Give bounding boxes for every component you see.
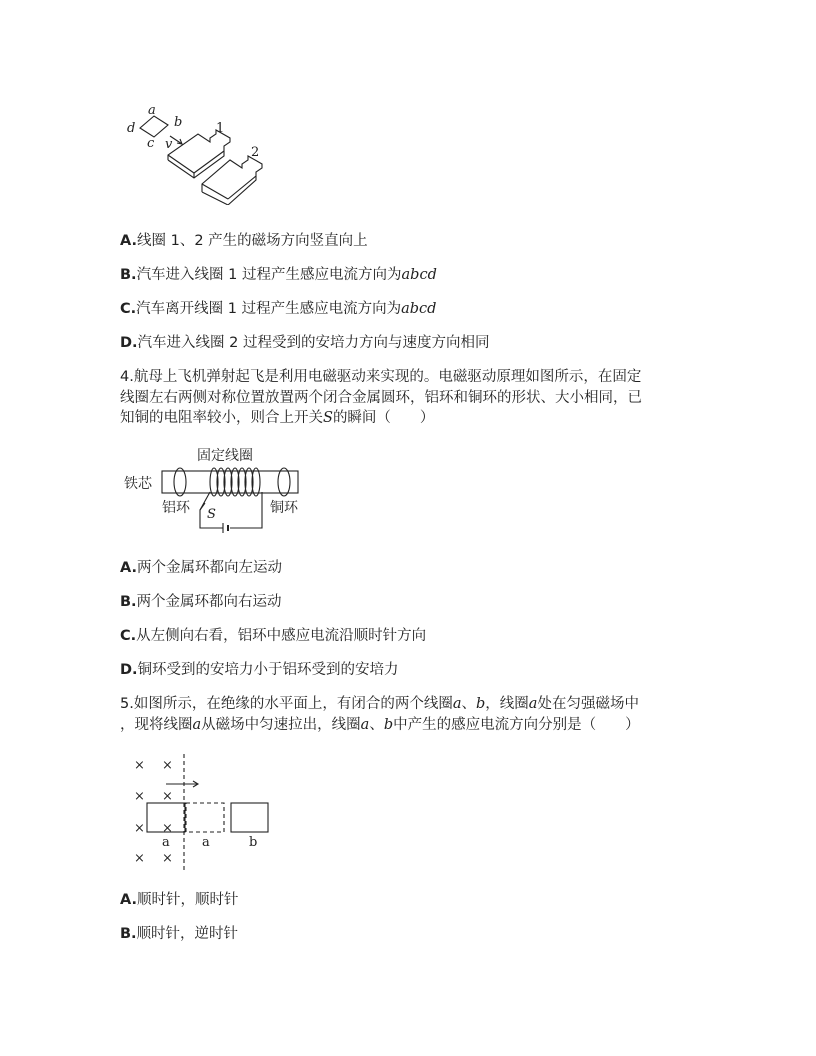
label-coil-b: b xyxy=(249,835,258,850)
option-4d: D.铜环受到的安培力小于铝环受到的安培力 xyxy=(120,662,399,678)
field-cross: × xyxy=(162,758,173,773)
car-loop xyxy=(140,116,168,137)
question-4-line-3: 知铜的电阻率较小，则合上开关S的瞬间（ ） xyxy=(120,410,435,426)
aluminum-ring xyxy=(174,468,186,496)
label-coil-a-moved: a xyxy=(202,835,210,850)
option-4a: A.两个金属环都向左运动 xyxy=(120,560,282,576)
option-3d: D.汽车进入线圈 2 过程受到的安培力方向与速度方向相同 xyxy=(120,335,490,351)
option-4b: B.两个金属环都向右运动 xyxy=(120,594,282,610)
option-4c: C.从左侧向右看，铝环中感应电流沿顺时针方向 xyxy=(120,628,427,644)
field-cross: × xyxy=(162,789,173,804)
label-coil-1: 1 xyxy=(216,121,225,136)
coil-a-moved xyxy=(186,803,224,832)
field-cross: × xyxy=(162,821,173,836)
copper-ring xyxy=(278,468,290,496)
figure-electromagnetic-drive xyxy=(120,446,310,536)
figure-magnetic-field-coils xyxy=(128,752,278,872)
field-cross: × xyxy=(162,851,173,866)
field-cross: × xyxy=(134,789,145,804)
label-coil-2: 2 xyxy=(251,145,260,160)
label-aluminum-ring: 铝环 xyxy=(162,500,190,516)
switch xyxy=(200,503,205,510)
figure-car-coils xyxy=(124,100,274,205)
field-cross: × xyxy=(134,821,145,836)
option-3b: B.汽车进入线圈 1 过程产生感应电流方向为abcd xyxy=(120,267,437,283)
label-coil-a: a xyxy=(162,835,170,850)
circuit-wire-right xyxy=(230,492,262,528)
label-fixed-coil: 固定线圈 xyxy=(197,448,253,464)
field-cross: × xyxy=(134,851,145,866)
label-switch: S xyxy=(207,507,216,522)
label-d: d xyxy=(127,121,136,136)
label-c: c xyxy=(147,136,155,151)
field-cross: × xyxy=(134,758,145,773)
question-5-line-2: ，现将线圈a从磁场中匀速拉出，线圈a、b中产生的感应电流方向分别是（ ） xyxy=(120,717,640,733)
label-a: a xyxy=(148,103,156,118)
question-5-line-1: 5.如图所示，在绝缘的水平面上，有闭合的两个线圈a、b，线圈a处在匀强磁场中 xyxy=(120,696,639,712)
option-5b: B.顺时针，逆时针 xyxy=(120,926,239,942)
label-b: b xyxy=(174,115,183,130)
label-copper-ring: 铜环 xyxy=(270,500,298,516)
coil-2 xyxy=(202,156,262,205)
option-3c: C.汽车离开线圈 1 过程产生感应电流方向为abcd xyxy=(120,301,437,317)
label-iron-core: 铁芯 xyxy=(124,476,152,492)
label-v: v xyxy=(165,137,173,152)
coil-b xyxy=(231,803,268,832)
option-5a: A.顺时针，顺时针 xyxy=(120,892,239,908)
option-3a: A.线圈 1、2 产生的磁场方向竖直向上 xyxy=(120,233,368,249)
question-4-line-2: 线圈左右两侧对称位置放置两个闭合金属圆环，铝环和铜环的形状、大小相同，已 xyxy=(120,390,642,406)
question-4-line-1: 4.航母上飞机弹射起飞是利用电磁驱动来实现的。电磁驱动原理如图所示，在固定 xyxy=(120,369,642,385)
